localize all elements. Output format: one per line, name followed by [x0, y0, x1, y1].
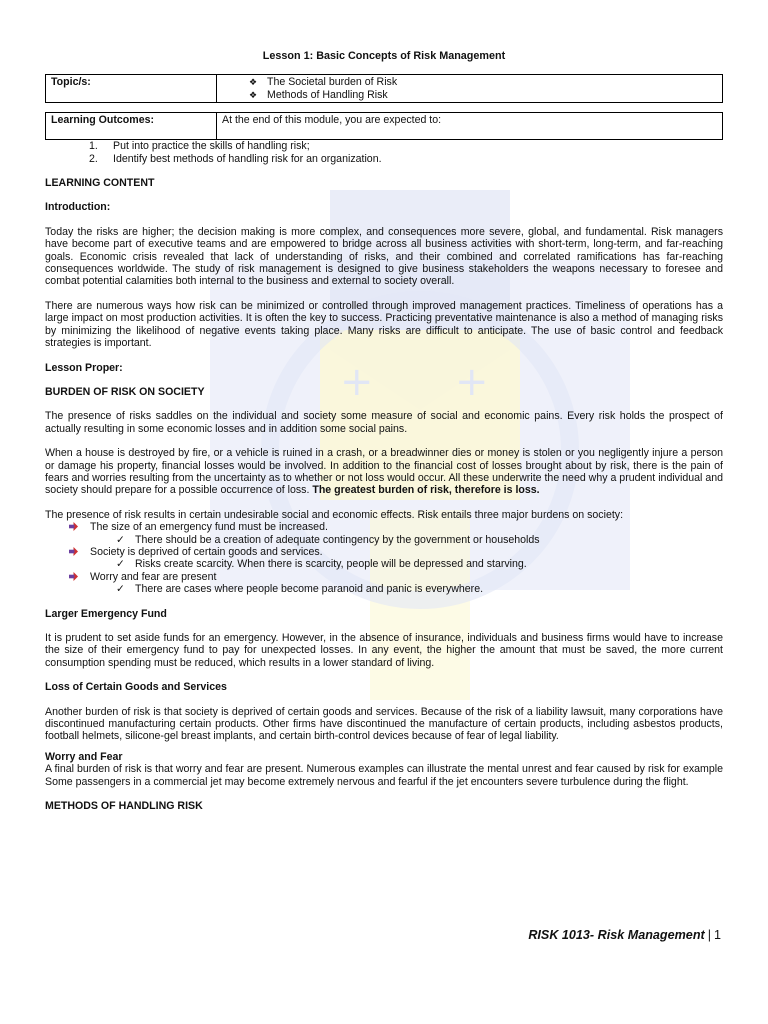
burden-subitem: ✓ There should be a creation of adequate contingency by the government or households: [116, 533, 540, 546]
check-icon: ✓: [116, 533, 125, 546]
intro-paragraph-2: There are numerous ways how risk can be minimized or controlled through improved management practices. Timeliness of operations has a large impact on most production activities. It is often the key to success. Practicing preventative maintenance is also a method of managing risks by minimizing the likelihood of negative events taking place. Many risks are difficult to anticipate. The use of basic control and feedback strategies is important.: [45, 299, 723, 350]
outcomes-list: [45, 140, 723, 165]
burden-heading: BURDEN OF RISK ON SOCIETY: [45, 385, 205, 398]
burden-subitem: ✓ Risks create scarcity. When there is scarcity, people will be depressed and starving.: [116, 558, 527, 571]
emergency-fund-heading: Larger Emergency Fund: [45, 607, 167, 620]
diamond-cluster-icon: ❖: [249, 77, 258, 88]
burden-subitem: ✓ There are cases where people become paranoid and panic is everywhere.: [116, 583, 484, 596]
emergency-fund-paragraph: It is prudent to set aside funds for an emergency. However, in the absence of insurance, individuals and business firms would have to increase the size of their emergency fund to pay for unexpected losses. In any event, the higher the amount that must be saved, the more current consumption spending must be reduced, which results in a lower standard of living.: [45, 632, 723, 669]
outcomes-table: [45, 112, 723, 140]
methods-heading: METHODS OF HANDLING RISK: [45, 800, 203, 813]
topic-item: ❖ Methods of Handling Risk: [249, 88, 388, 101]
burden-emphasis: The greatest burden of risk, therefore is loss.: [312, 484, 540, 497]
svg-text:+: +: [455, 359, 489, 405]
burden-item: Worry and fear are present: [45, 571, 723, 583]
check-icon: ✓: [116, 558, 125, 571]
page-number: 1: [713, 928, 721, 942]
topic-item: ❖ The Societal burden of Risk: [249, 76, 398, 89]
diamond-cluster-icon: ❖: [249, 89, 258, 100]
introduction-heading: Introduction:: [45, 201, 111, 214]
burden-paragraph-3: The presence of risk results in certain undesirable social and economic effects. Risk entails three major burdens on society:: [45, 508, 624, 521]
page-title: Lesson 1: Basic Concepts of Risk Management: [262, 50, 506, 62]
arrow-bullet-icon: [69, 547, 78, 556]
outcome-item: 1. Put into practice the skills of handling risk;: [89, 140, 310, 153]
topics-cell: [217, 75, 723, 103]
burden-item: The size of an emergency fund must be increased.: [45, 521, 723, 533]
svg-text:+: +: [340, 359, 374, 405]
burden-paragraph-2: When a house is destroyed by fire, or a vehicle is ruined in a crash, or a breadwinner dies or money is stolen or you negligently injure a person or damage his property, financial losses would be involved. In addition to the financial cost of losses brought about by risk, there is the pain of fears and worries resulting from the uncertainty as to whether or not loss would occur. All these underwrite the need why a prudent individual and society should prepare for a possible occurrence of loss. The greatest burden of risk, therefore is loss.: [45, 447, 723, 497]
worry-fear-heading: Worry and Fear: [45, 750, 123, 763]
intro-paragraph-1: Today the risks are higher; the decision making is more complex, and consequences more severe, global, and fundamental. Risk managers have become part of executive teams and are empowered to bridge across all business activities with short-term, long-term, and far-reaching goals. Economic crisis revealed that lack of understanding of risks, and their combined and correlated ramifications has far-reaching consequences worldwide. The study of risk management is designed to give business stakeholders the weapons necessary to foresee and combat potential calamities both internal to the business and external to society overall.: [45, 225, 723, 288]
loss-goods-paragraph: Another burden of risk is that society is deprived of certain goods and services. Because of the risk of a liability lawsuit, many corporations have discontinued manufacturing certain products. Other firms have discontinued the manufacture of certain products, including asbestos products, football helmets, silicone-gel breast implants, and certain birth-control devices because of fear of legal liability.: [45, 705, 723, 743]
loss-goods-heading: Loss of Certain Goods and Services: [45, 681, 227, 694]
topics-table: [45, 74, 723, 103]
arrow-bullet-icon: [69, 572, 78, 581]
burden-paragraph-1: The presence of risks saddles on the individual and society some measure of social and economic pains. Every risk holds the prospect of actually resulting in some economic losses and in addition some social pains.: [45, 410, 723, 435]
page-footer: [528, 928, 721, 942]
document-page: [45, 50, 723, 812]
outcomes-label: Learning Outcomes:: [46, 113, 217, 140]
burden-item: Society is deprived of certain goods and services.: [45, 546, 723, 558]
worry-fear-paragraph: A final burden of risk is that worry and fear are present. Numerous examples can illustrate the mental unrest and fear caused by risk for example Some passengers in a commercial jet may become extremely nervous and fearful if the jet encounters severe turbulence during the flight.: [45, 763, 723, 788]
topics-label: Topic/s:: [46, 75, 217, 103]
outcome-item: 2. Identify best methods of handling risk for an organization.: [89, 152, 382, 165]
learning-content-heading: LEARNING CONTENT: [45, 177, 155, 190]
arrow-bullet-icon: [69, 522, 78, 531]
footer-separator: |: [707, 928, 711, 942]
outcomes-intro: At the end of this module, you are expected to:: [217, 113, 723, 140]
check-icon: ✓: [116, 583, 125, 596]
burdens-list: [45, 521, 723, 595]
footer-course: RISK 1013- Risk Management: [528, 928, 705, 942]
lesson-proper-heading: Lesson Proper:: [45, 361, 123, 374]
